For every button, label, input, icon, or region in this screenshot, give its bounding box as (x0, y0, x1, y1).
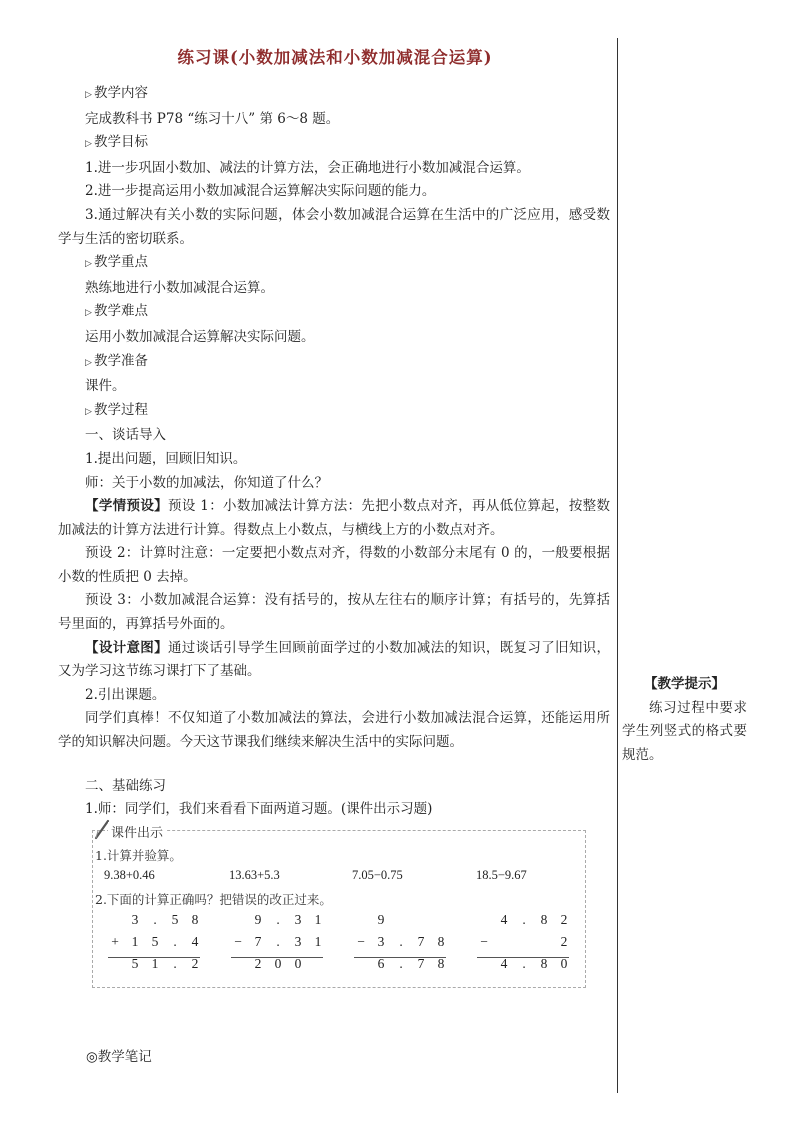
triangle-marker-icon: ▷ (85, 139, 92, 150)
content-text: 完成教科书 P78 “练习十八” 第 6～8 题。 (85, 110, 340, 127)
part-1-step-2: 2.引出课题。 (85, 686, 166, 703)
calc-top-row: 9 (377, 912, 385, 927)
part-2-step-1: 1.师：同学们，我们来看看下面两道习题。(课件出示习题) (85, 801, 433, 818)
courseware-question-1: 1.计算并验算。 (95, 848, 182, 863)
triangle-marker-icon: ▷ (85, 90, 92, 100)
part-1-teacher-question: 师：关于小数的加减法，你知道了什么？ (85, 474, 328, 491)
triangle-marker-icon: ▷ (85, 308, 92, 319)
calc-result-row: 6 . 7 8 (377, 956, 445, 971)
part-1-step-1: 1.提出问题，回顾旧知识。 (85, 450, 247, 467)
difficulties-text: 运用小数加减混合运算解决实际问题。 (85, 328, 315, 345)
column-divider (617, 38, 618, 1093)
page-title: 练习课(小数加减法和小数加减混合运算) (177, 48, 493, 67)
calc-bottom-row: + 1 5 . 4 (111, 934, 199, 949)
calc-bottom-row: − 3 . 7 8 (357, 934, 445, 949)
part-1-heading: 一、谈话导入 (85, 427, 166, 444)
preset-label: 【学情预设】 (85, 498, 168, 515)
heading-content: ▷ 教学内容 (58, 82, 610, 108)
calc-result-row: 2 0 0 (254, 956, 302, 971)
vertical-calc-4 (477, 912, 567, 978)
exercise-3: 7.05−0.75 (352, 868, 403, 882)
calc-top-row: 4 . 8 2 (500, 912, 568, 927)
part-1-closing: 同学们真棒！不仅知道了小数加减法的算法，会进行小数加减法混合运算，还能运用所学的知识解决问题。今天这节课我们继续来解决生活中的实际问题。 (58, 710, 610, 751)
preset-1: 【学情预设】预设 1：小数加减法计算方法：先把小数点对齐，再从低位算起，按整数加减法的计算方法进行计算。得数点上小数点，与横线上方的小数点对齐。 (58, 498, 610, 538)
teaching-tip-title: 【教学提示】 (644, 676, 725, 692)
goal-3: 3.通过解决有关小数的实际问题，体会小数加减混合运算在生活中的广泛应用，感受数学与生活的密切联系。 (58, 206, 610, 247)
calc-result-row: 4 . 8 0 (500, 956, 568, 971)
goal-2: 2.进一步提高运用小数加减混合运算解决实际问题的能力。 (85, 183, 436, 200)
calc-bottom-row: − 2 (480, 934, 568, 949)
preparation-text: 课件。 (85, 378, 126, 395)
vertical-calc-2 (231, 912, 321, 978)
heading-process: ▷ 教学过程 (58, 399, 610, 425)
exercise-2: 13.63+5.3 (229, 868, 280, 882)
part-2-heading: 二、基础练习 (85, 777, 166, 794)
heading-difficulties: ▷ 教学难点 (58, 300, 610, 326)
calc-top-row: 9 . 3 1 (254, 912, 322, 927)
calc-top-row: 3 . 5 8 (131, 912, 199, 927)
heading-preparation: ▷ 教学准备 (58, 350, 610, 376)
key-points-text: 熟练地进行小数加减混合运算。 (85, 279, 274, 296)
heading-key-points: ▷ 教学重点 (58, 251, 610, 277)
triangle-marker-icon: ▷ (85, 406, 92, 417)
teaching-notes-label: ◎教学笔记 (86, 1049, 152, 1065)
calc-bottom-row: − 7 . 3 1 (234, 934, 322, 949)
triangle-marker-icon: ▷ (85, 259, 92, 270)
design-intent: 【设计意图】通过谈话引导学生回顾前面学过的小数加减法的知识，既复习了旧知识，又为学习这节练习课打下了基础。 (58, 639, 611, 680)
exercise-1: 9.38+0.46 (104, 868, 155, 882)
exercise-4: 18.5−9.67 (476, 868, 527, 882)
vertical-calc-1 (108, 912, 198, 978)
goal-1: 1.进一步巩固小数加、减法的计算方法，会正确地进行小数加减混合运算。 (85, 159, 530, 176)
vertical-calc-3 (354, 912, 444, 978)
preset-2: 预设 2：计算时注意：一定要把小数点对齐，得数的小数部分末尾有 0 的，一般要根据小数的性质把 0 去掉。 (58, 545, 610, 585)
courseware-question-2: 2.下面的计算正确吗？把错误的改正过来。 (95, 892, 332, 907)
preset-3: 预设 3：小数加减混合运算：没有括号的，按从左往右的顺序计算；有括号的，先算括号里面的，再算括号外面的。 (58, 592, 610, 633)
calc-result-row: 5 1 . 2 (131, 956, 199, 971)
courseware-label: 课件出示 (108, 822, 166, 841)
triangle-marker-icon: ▷ (85, 357, 92, 368)
teaching-tip-body: 练习过程中要求学生列竖式的格式要规范。 (622, 699, 747, 763)
lesson-body (58, 82, 610, 822)
heading-goals: ▷ 教学目标 (58, 131, 610, 157)
design-label: 【设计意图】 (85, 639, 168, 656)
teaching-tip (622, 673, 747, 767)
